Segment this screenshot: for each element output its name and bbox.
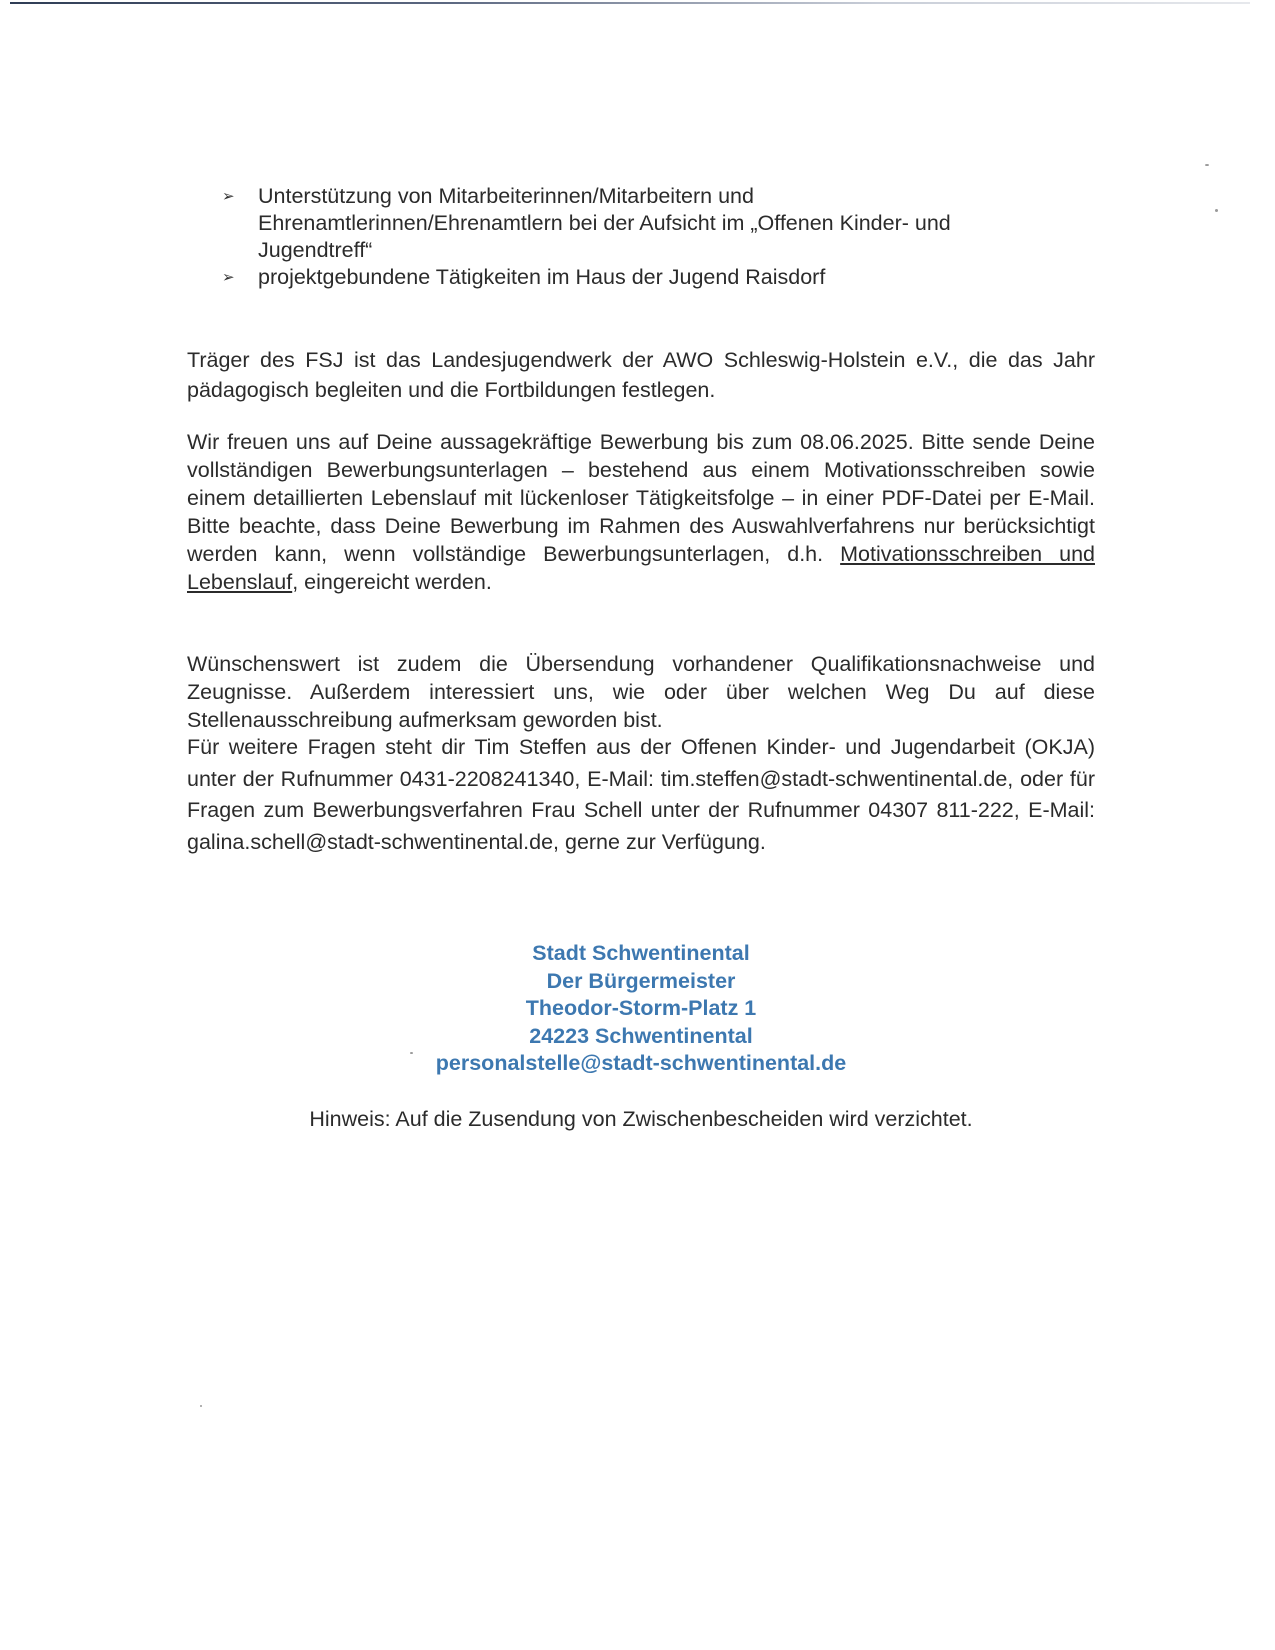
address-line-mayor: Der Bürgermeister bbox=[546, 968, 736, 993]
arrow-bullet-icon: ➢ bbox=[222, 269, 235, 286]
address-line-postcode: 24223 Schwentinental bbox=[529, 1023, 753, 1048]
address-email: personalstelle@stadt-schwentinental.de bbox=[435, 1051, 847, 1075]
paragraph-bewerbung bbox=[187, 428, 1095, 596]
task-bullet-list bbox=[222, 183, 1052, 291]
paragraph-traeger: Träger des FSJ ist das Landesjugendwerk der AWO Schleswig-Holstein e.V., die das Jahr pädagogisch begleiten und die Fortbildungen festlegen. bbox=[187, 348, 1095, 402]
list-item bbox=[222, 183, 1052, 264]
scan-speck bbox=[1215, 209, 1218, 212]
paragraph-bewerbung-text: Wir freuen uns auf Deine aussagekräftige Bewerbung bis zum 08.06.2025. Bitte sende Deine vollständigen Bewerbungsunterlagen – bestehend aus einem Motivationsschreiben sowie einem detaillierten Lebenslauf mit lückenloser Tätigkeitsfolge – in einer PDF-Datei per E-Mail. Bitte beachte, dass Deine Bewerbung im Rahmen des Auswahlverfahrens nur berücksichtigt werden kann, wenn vollständige Bewerbungsunterlagen, d.h. bbox=[187, 430, 1095, 566]
address-line-city: Stadt Schwentinental bbox=[532, 941, 750, 965]
list-item bbox=[222, 264, 1052, 291]
paragraph-fragen: Für weitere Fragen steht dir Tim Steffen aus der Offenen Kinder- und Jugendarbeit (OKJA) unter der Rufnummer 0431-2208241340, E-Mail: tim.steffen@stadt-schwentinental.de, oder für Fragen zum Bewerbungsverfahren Frau Schell unter der Rufnummer 04307 811-222, E-Mail: galina.schell@stadt-schwentinental.de, gerne zur Verfügung. bbox=[187, 735, 1095, 854]
arrow-bullet-icon: ➢ bbox=[222, 188, 235, 205]
required-documents-underlined: Motivationsschreiben und Lebenslauf bbox=[187, 542, 1095, 594]
list-item-text: projektgebundene Tätigkeiten im Haus der Jugend Raisdorf bbox=[258, 265, 826, 289]
scan-edge-line bbox=[10, 2, 1250, 4]
note-hinweis: Hinweis: Auf die Zusendung von Zwischenbescheiden wird verzichtet. bbox=[309, 1107, 973, 1131]
paragraph-bewerbung-end: , eingereicht werden. bbox=[292, 570, 492, 594]
address-block bbox=[187, 940, 1095, 1078]
paragraph-wuenschenswert: Wünschenswert ist zudem die Übersendung vorhandener Qualifikationsnachweise und Zeugnisse. Außerdem interessiert uns, wie oder über welchen Weg Du auf diese Stellenausschreibung aufmerksam geworden bist. bbox=[187, 652, 1095, 732]
address-line-street: Theodor-Storm-Platz 1 bbox=[525, 996, 757, 1020]
list-item-text: Unterstützung von Mitarbeiterinnen/Mitarbeitern und Ehrenamtlerinnen/Ehrenamtlern bei der Aufsicht im „Offenen Kinder- und Jugendtreff“ bbox=[258, 184, 951, 262]
scan-speck bbox=[200, 1405, 202, 1407]
scan-speck bbox=[1205, 164, 1209, 166]
